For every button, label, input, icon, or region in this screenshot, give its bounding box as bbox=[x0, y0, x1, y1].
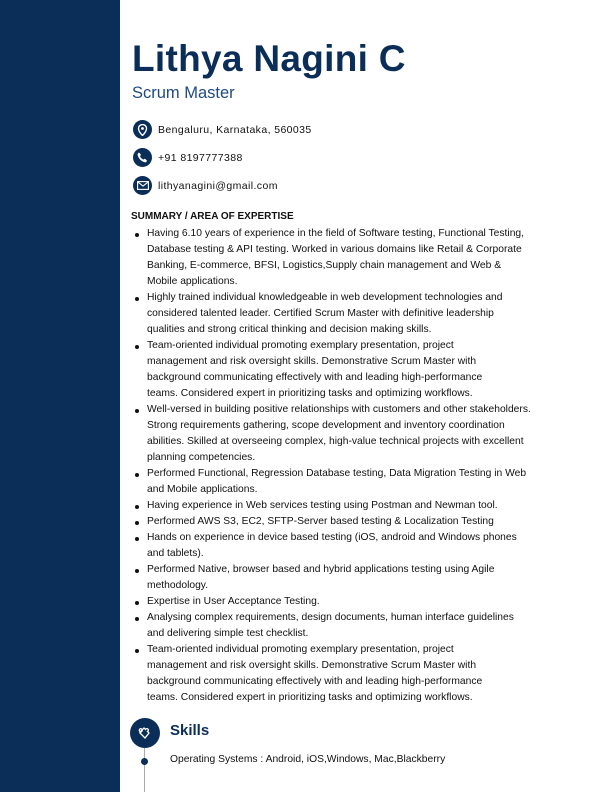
bullet-line: Highly trained individual knowledgeable in web development technologies and bbox=[147, 292, 503, 303]
contact-email[interactable] bbox=[133, 176, 278, 195]
summary-bullet bbox=[134, 466, 531, 498]
summary-bullet bbox=[134, 514, 531, 530]
bullet-line: Team-oriented individual promoting exemplary presentation, project bbox=[147, 644, 454, 655]
timeline-line bbox=[144, 748, 145, 792]
summary-bullet bbox=[134, 642, 531, 706]
phone-text: +91 8197777388 bbox=[158, 151, 243, 164]
summary-bullet bbox=[134, 226, 531, 290]
bullet-line: Having 6.10 years of experience in the field of Software testing, Functional Testing, bbox=[147, 228, 525, 239]
skills-heading: Skills bbox=[170, 722, 210, 739]
bullet-line: Having experience in Web services testing using Postman and Newman tool. bbox=[147, 500, 498, 511]
bullet-line: Expertise in User Acceptance Testing. bbox=[147, 596, 320, 607]
bullet-line: Well-versed in building positive relationships with customers and other stakeholders. bbox=[147, 404, 531, 415]
location-text: Bengaluru, Karnataka, 560035 bbox=[158, 123, 312, 136]
bullet-line: Banking, E-commerce, BFSI, Logistics,Supply chain management and Web & bbox=[147, 260, 502, 271]
bullet-line: abilities. Skilled at overseeing complex, high-value technical projects with excellent bbox=[147, 436, 524, 447]
envelope-icon bbox=[133, 176, 152, 195]
bullet-line: considered talented leader. Certified Scrum Master with definitive leadership bbox=[147, 308, 494, 319]
bullet-line: Performed AWS S3, EC2, SFTP-Server based testing & Localization Testing bbox=[147, 516, 494, 527]
summary-bullet bbox=[134, 498, 531, 514]
bullet-line: Hands on experience in device based testing (iOS, android and Windows phones bbox=[147, 532, 517, 543]
email-text[interactable]: lithyanagini@gmail.com bbox=[158, 179, 278, 192]
bullet-line: Mobile applications. bbox=[147, 276, 238, 287]
bullet-line: background communicating effectively with and leading high-performance bbox=[147, 372, 483, 383]
skills-badge bbox=[130, 718, 160, 748]
bullet-line: Analysing complex requirements, design documents, human interface guidelines bbox=[147, 612, 514, 623]
timeline-dot bbox=[141, 758, 148, 765]
bullet-line: and tablets). bbox=[147, 548, 204, 559]
bullet-line: management and risk oversight skills. Demonstrative Scrum Master with bbox=[147, 356, 477, 367]
summary-bullet bbox=[134, 290, 531, 338]
summary-list bbox=[134, 226, 531, 706]
bullet-line: teams. Considered expert in prioritizing tasks and optimizing workflows. bbox=[147, 692, 473, 703]
bullet-line: methodology. bbox=[147, 580, 209, 591]
bullet-line: management and risk oversight skills. Demonstrative Scrum Master with bbox=[147, 660, 477, 671]
bullet-line: planning competencies. bbox=[147, 452, 256, 463]
location-pin-icon bbox=[133, 120, 152, 139]
candidate-name: Lithya Nagini C bbox=[132, 38, 406, 79]
summary-bullet bbox=[134, 402, 531, 466]
bullet-line: and Mobile applications. bbox=[147, 484, 258, 495]
phone-icon bbox=[133, 148, 152, 167]
bullet-line: Performed Functional, Regression Database testing, Data Migration Testing in Web bbox=[147, 468, 527, 479]
summary-bullet bbox=[134, 594, 531, 610]
bullet-line: qualities and strong critical thinking and decision making skills. bbox=[147, 324, 432, 335]
summary-bullet bbox=[134, 610, 531, 642]
contact-location bbox=[133, 120, 312, 139]
bullet-line: and delivering simple test checklist. bbox=[147, 628, 309, 639]
bullet-line: Team-oriented individual promoting exemplary presentation, project bbox=[147, 340, 454, 351]
contact-phone bbox=[133, 148, 243, 167]
summary-heading: SUMMARY / AREA OF EXPERTISE bbox=[131, 211, 294, 222]
puzzle-icon bbox=[137, 725, 153, 741]
skill-item: Operating Systems : Android, iOS,Windows, Mac,Blackberry bbox=[170, 754, 446, 765]
bullet-line: Performed Native, browser based and hybrid applications testing using Agile bbox=[147, 564, 495, 575]
sidebar-band bbox=[0, 0, 120, 792]
bullet-line: Database testing & API testing. Worked in various domains like Retail & Corporate bbox=[147, 244, 522, 255]
bullet-line: background communicating effectively with and leading high-performance bbox=[147, 676, 483, 687]
bullet-line: Strong requirements gathering, scope development and inventory coordination bbox=[147, 420, 505, 431]
summary-bullet bbox=[134, 530, 531, 562]
summary-bullet bbox=[134, 562, 531, 594]
summary-bullet bbox=[134, 338, 531, 402]
bullet-line: teams. Considered expert in prioritizing tasks and optimizing workflows. bbox=[147, 388, 473, 399]
candidate-role: Scrum Master bbox=[132, 84, 235, 102]
